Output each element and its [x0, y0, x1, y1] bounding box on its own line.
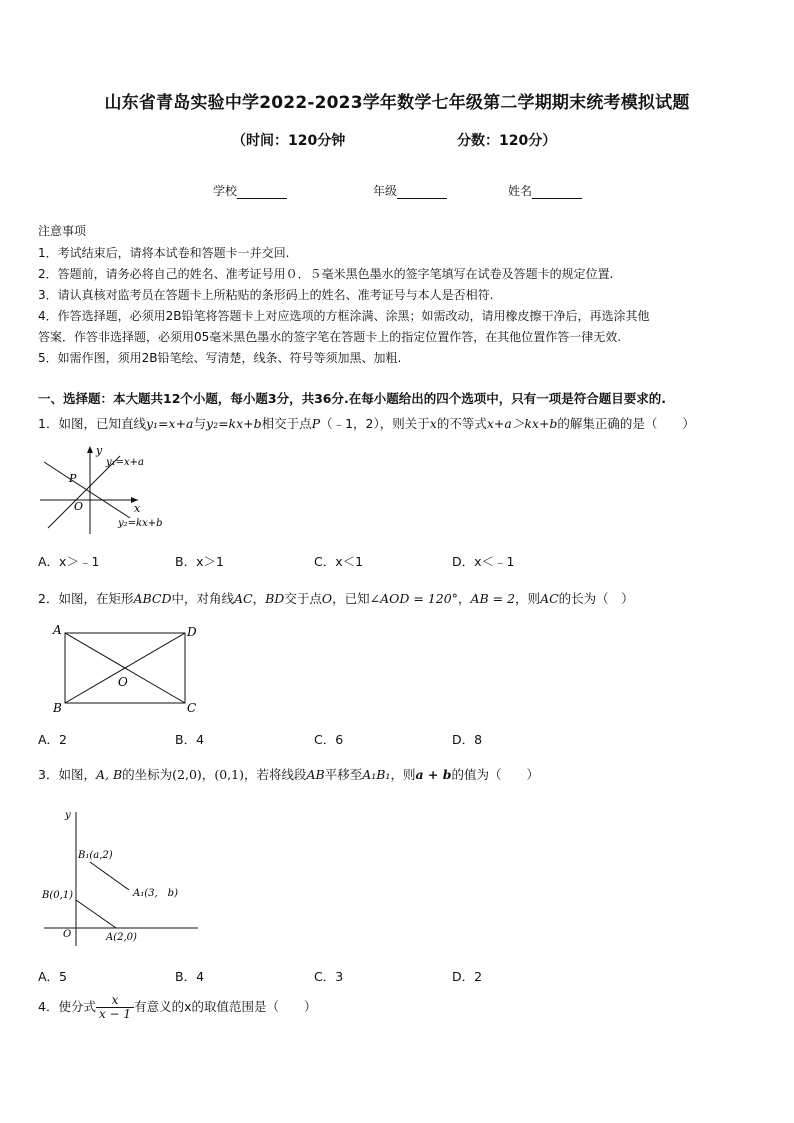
school-label: 学校 — [213, 184, 238, 198]
q2-text: ， — [457, 591, 471, 606]
grade-label: 年级 — [373, 184, 398, 198]
q2-text: 交于点 — [284, 591, 322, 606]
y-axis-label: y — [65, 810, 71, 821]
q2-math: ABCD — [133, 591, 172, 606]
q3-option-b[interactable]: B．4 — [175, 969, 205, 984]
q2-math: AB = 2 — [470, 591, 516, 606]
q2-math: AC — [540, 591, 559, 606]
question-1 — [38, 414, 695, 432]
y-axis-label: y — [96, 444, 103, 457]
exam-score: 分数：120分） — [457, 133, 557, 149]
q3-text: 如图， — [58, 767, 96, 782]
name-label: 姓名 — [508, 184, 533, 198]
q1-math: P — [311, 416, 321, 431]
vertex-d-label: D — [187, 625, 197, 639]
q2-text: 中，对角线 — [171, 591, 235, 606]
fraction-denominator: x − 1 — [98, 1007, 132, 1021]
point-b1-label: B₁(a,2) — [78, 850, 113, 861]
q1-text: （﹣1，2），则关于 — [320, 416, 430, 431]
q4-text: 使分式 — [58, 999, 96, 1014]
q1-math: y₂=kx+b — [206, 416, 262, 431]
q3-math: a + b — [415, 767, 452, 782]
q1-text: 的解集正确的是（ ） — [557, 416, 695, 431]
line-y1-label: y₁=x+a — [106, 457, 145, 468]
point-b-label: B(0,1) — [42, 890, 74, 901]
q4-text: 有意义的x的取值范围是（ ） — [134, 999, 317, 1014]
segment-ab — [76, 900, 116, 928]
note-item: 3．请认真核对监考员在答题卡上所粘贴的条形码上的姓名、准考证号与本人是否相符. — [38, 288, 494, 302]
name-field — [508, 182, 582, 199]
point-a-label: A(2,0) — [106, 932, 137, 943]
fraction — [96, 994, 134, 1021]
q3-option-a[interactable]: A．5 — [38, 969, 68, 984]
q1-math: y₁=x+a — [145, 416, 194, 431]
question-number: 2． — [38, 591, 59, 606]
y-axis-arrow — [87, 446, 93, 453]
q2-option-b[interactable]: B．4 — [175, 732, 205, 747]
q2-text: ，则 — [515, 591, 541, 606]
q2-option-c[interactable]: C．6 — [314, 732, 344, 747]
q2-figure — [44, 620, 214, 716]
question-4 — [38, 994, 316, 1021]
q2-option-d[interactable]: D．8 — [452, 732, 483, 747]
q3-math: A, B — [95, 767, 123, 782]
x-axis-label: x — [134, 502, 141, 515]
q2-text: 的长为（ ） — [558, 591, 634, 606]
note-item: 2．答题前，请务必将自己的姓名、准考证号用０．５毫米黑色墨水的签字笔填写在试卷及答题卡的规定位置. — [38, 267, 614, 281]
q2-text: ， — [252, 591, 266, 606]
q3-math: A₁B₁ — [362, 767, 391, 782]
q2-text: 如图，在矩形 — [58, 591, 134, 606]
note-item: 4．作答选择题，必须用2B铅笔将答题卡上对应选项的方框涂满、涂黑；如需改动，请用橡皮擦干净后，再选涂其他 — [38, 309, 650, 323]
q3-figure — [36, 800, 206, 948]
center-o-label: O — [118, 675, 128, 689]
q1-text: 的不等式 — [436, 416, 487, 431]
grade-blank[interactable] — [397, 186, 447, 199]
q2-math: AC — [234, 591, 253, 606]
question-3 — [38, 765, 539, 783]
fraction-numerator: x — [96, 994, 134, 1008]
school-field — [213, 182, 287, 199]
q1-option-b[interactable]: B．x＞1 — [175, 554, 224, 569]
note-item: 答案．作答非选择题，必须用05毫米黑色墨水的签字笔在答题卡上的指定位置作答，在其他位置作答一律无效. — [38, 330, 622, 344]
q3-text: ，若将线段 — [243, 767, 307, 782]
grade-field — [373, 182, 447, 199]
q2-math: BD — [265, 591, 285, 606]
q1-text: 如图，已知直线 — [58, 416, 146, 431]
q1-option-a[interactable]: A．x＞﹣1 — [38, 554, 100, 569]
q1-option-c[interactable]: C．x＜1 — [314, 554, 364, 569]
q1-math: x — [429, 416, 437, 431]
q1-option-d[interactable]: D．x＜﹣1 — [452, 554, 515, 569]
school-blank[interactable] — [237, 186, 287, 199]
point-p-label: P — [69, 472, 77, 485]
origin-label: O — [74, 500, 84, 513]
vertex-b-label: B — [53, 701, 62, 715]
q1-text: 相交于点 — [261, 416, 312, 431]
question-2 — [38, 589, 634, 607]
q2-option-a[interactable]: A．2 — [38, 732, 68, 747]
q3-text: 的坐标为 — [122, 767, 173, 782]
vertex-a-label: A — [53, 623, 62, 637]
notes-heading: 注意事项 — [38, 224, 87, 238]
q3-math: (0,1) — [214, 767, 244, 782]
q2-text: ，已知 — [332, 591, 370, 606]
origin-label: O — [63, 929, 72, 940]
question-number: 4． — [38, 999, 59, 1014]
q3-text: 平移至 — [324, 767, 363, 782]
note-item: 5．如需作图，须用2B铅笔绘、写清楚，线条、符号等须加黑、加粗. — [38, 351, 402, 365]
name-blank[interactable] — [532, 186, 582, 199]
line-y2 — [44, 462, 130, 518]
line-y2-label: y₂=kx+b — [118, 518, 163, 529]
q3-math: (2,0) — [172, 767, 202, 782]
q1-text: 与 — [193, 416, 207, 431]
question-number: 1． — [38, 416, 59, 431]
q1-math: x+a＞kx+b — [486, 416, 558, 431]
q2-math: ∠AOD = 120° — [369, 591, 458, 606]
exam-time: （时间：120分钟 — [232, 133, 346, 149]
q3-text: 的值为（ ） — [451, 767, 540, 782]
q3-option-d[interactable]: D．2 — [452, 969, 483, 984]
q3-text: ，则 — [390, 767, 416, 782]
section-heading: 一、选择题：本大题共12个小题，每小题3分，共36分.在每小题给出的四个选项中，只有一项是符合题目要求的. — [38, 391, 666, 406]
point-a1-label: A₁(3, b) — [133, 888, 178, 899]
vertex-c-label: C — [187, 701, 197, 715]
question-number: 3． — [38, 767, 59, 782]
page-title: 山东省青岛实验中学2022-2023学年数学七年级第二学期期末统考模拟试题 — [104, 93, 690, 113]
q2-math: O — [321, 591, 333, 606]
note-item: 1．考试结束后，请将本试卷和答题卡一并交回. — [38, 246, 290, 260]
q3-option-c[interactable]: C．3 — [314, 969, 344, 984]
q1-figure — [36, 438, 186, 538]
segment-a1b1 — [90, 862, 129, 890]
q3-text: ， — [201, 767, 215, 782]
q3-math: AB — [306, 767, 325, 782]
